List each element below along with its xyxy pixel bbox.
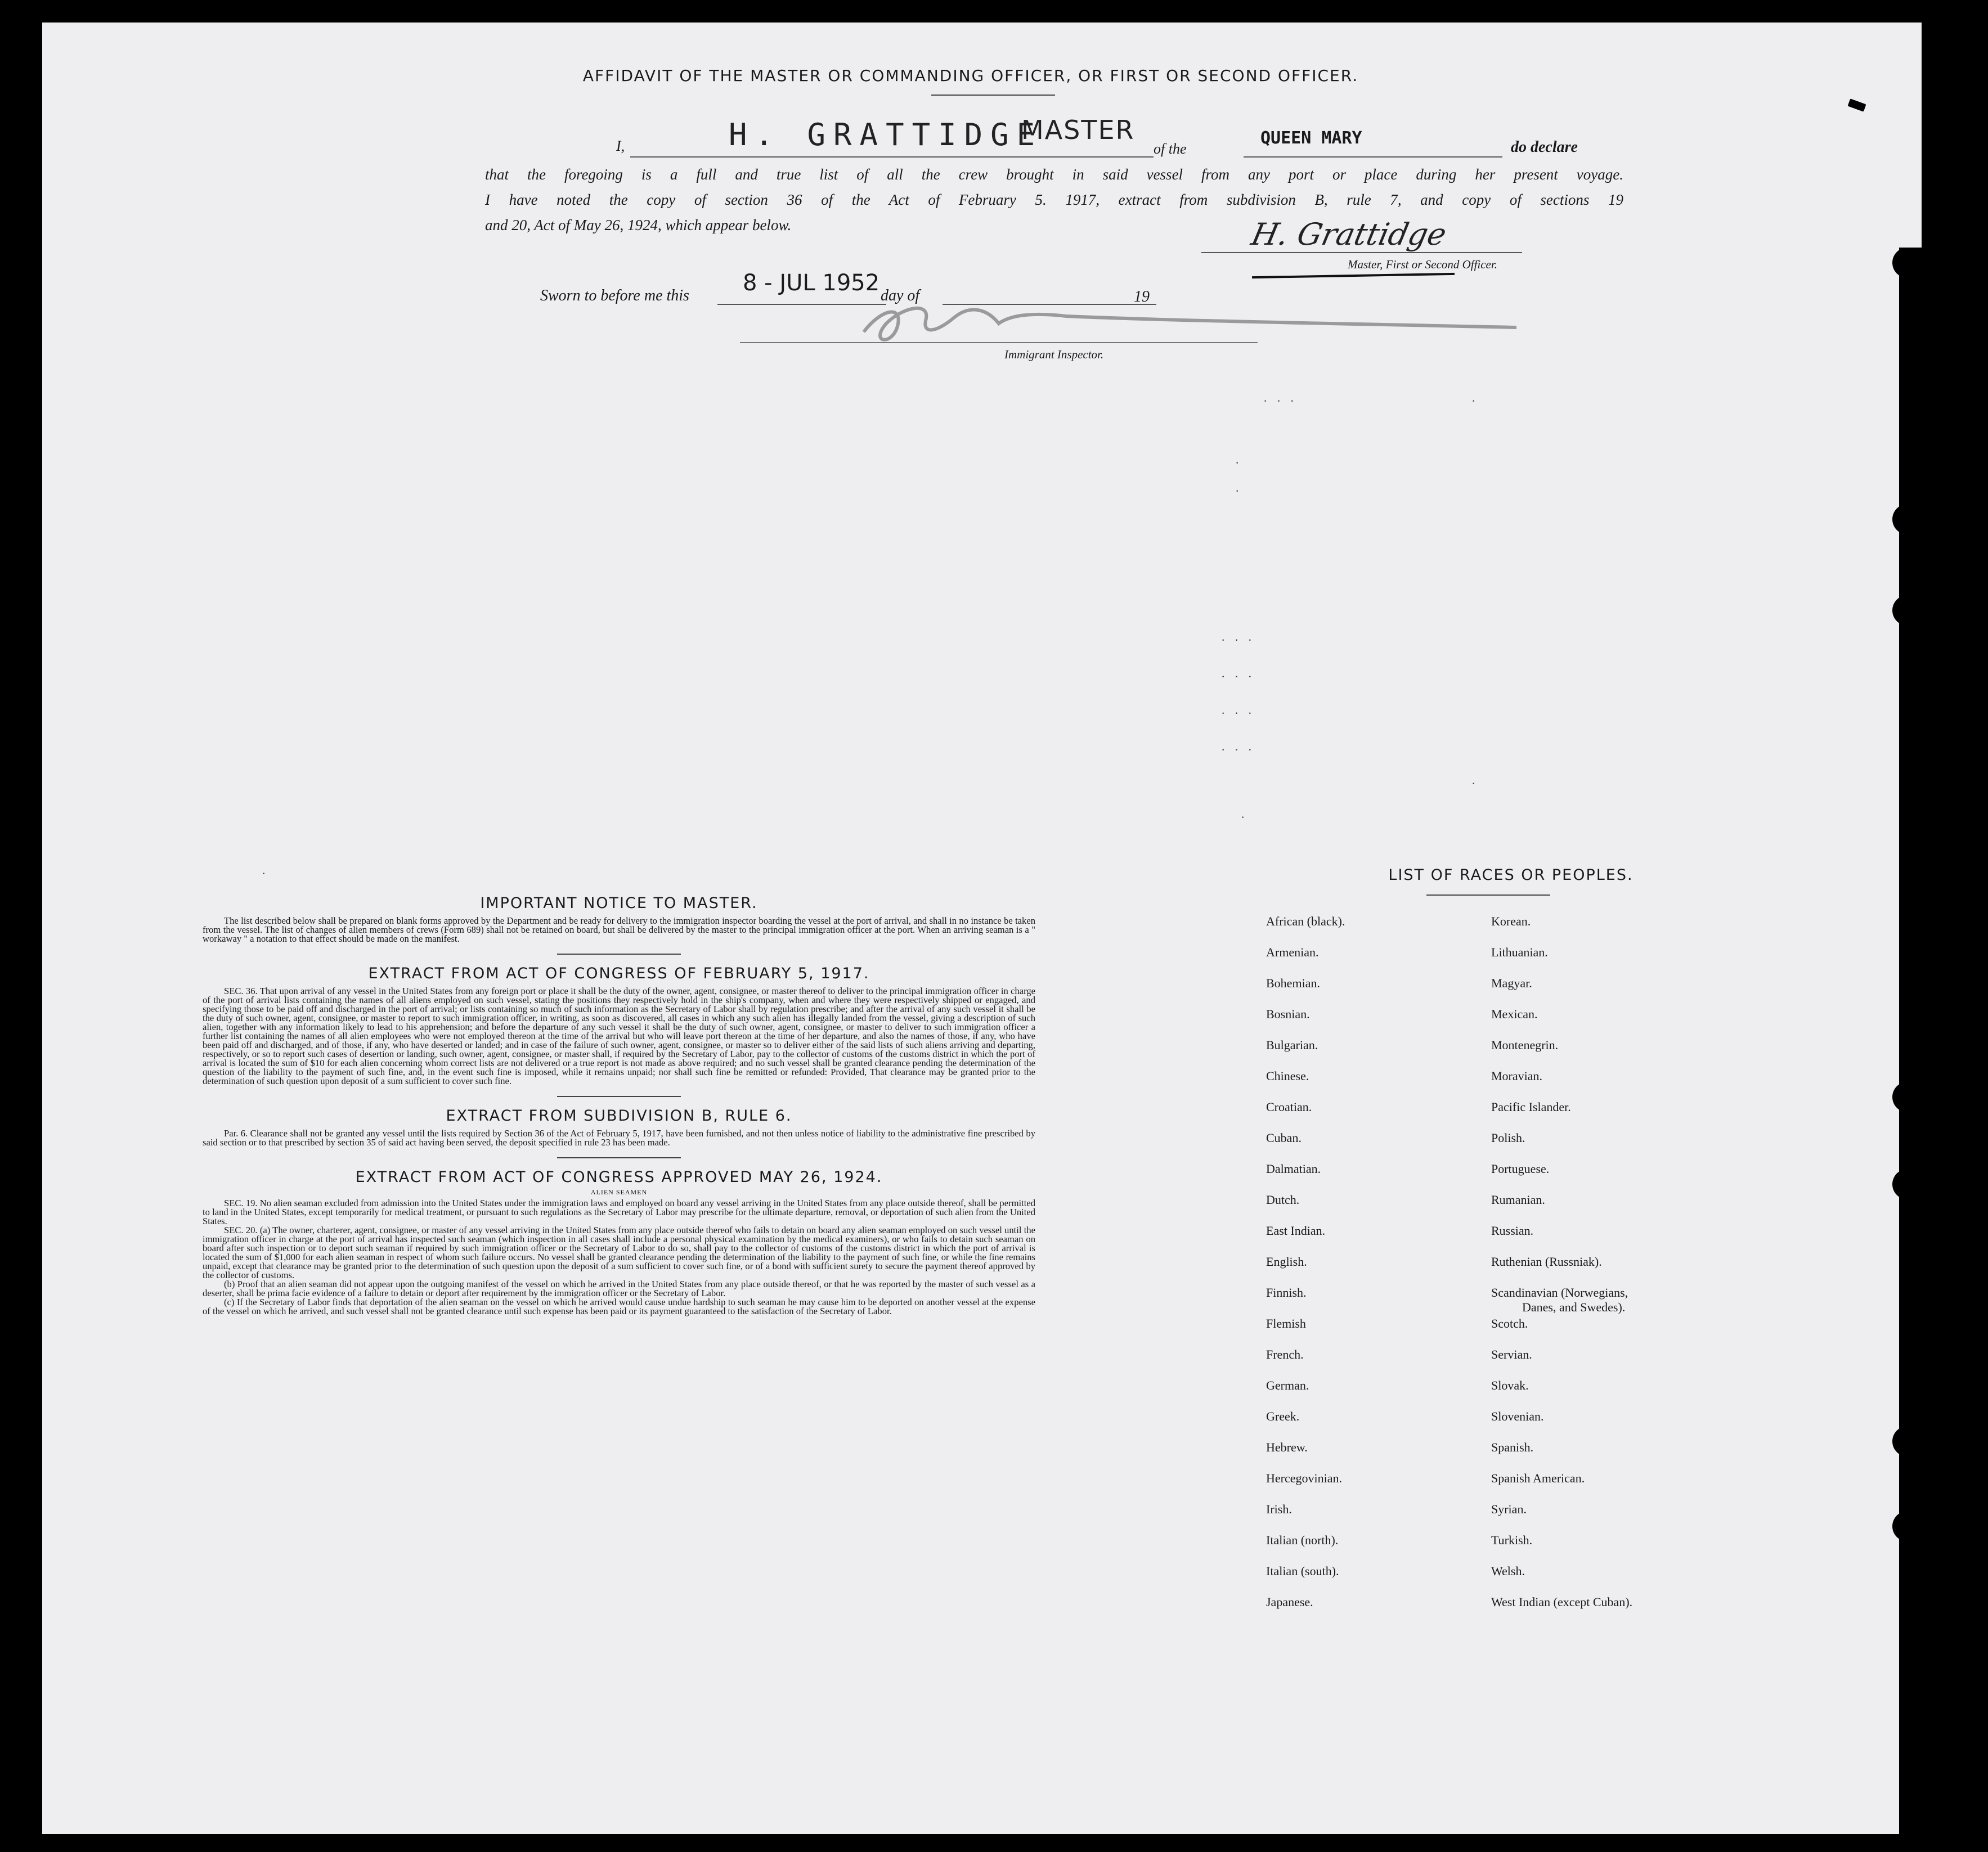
race-item-left: Bulgarian. bbox=[1266, 1038, 1318, 1052]
extract3-title: EXTRACT FROM ACT OF CONGRESS APPROVED MAY 26, 1924. bbox=[355, 1168, 883, 1186]
race-item-left: Italian (north). bbox=[1266, 1533, 1339, 1547]
do-declare-label: do declare bbox=[1511, 138, 1578, 156]
binder-hole-3 bbox=[1892, 595, 1923, 626]
master-name-line bbox=[630, 156, 1154, 158]
race-item-right: Magyar. bbox=[1491, 976, 1532, 990]
extract1-title: EXTRACT FROM ACT OF CONGRESS OF FEBRUARY 5, 1917. bbox=[368, 965, 870, 982]
race-item-left: Cuban. bbox=[1266, 1131, 1302, 1145]
race-item-right: Mexican. bbox=[1491, 1007, 1538, 1021]
binder-hole-1 bbox=[1892, 248, 1923, 278]
race-item-right: Slovenian. bbox=[1491, 1409, 1544, 1423]
race-item-right: Ruthenian (Russniak). bbox=[1491, 1255, 1602, 1269]
race-item-left: East Indian. bbox=[1266, 1224, 1326, 1238]
race-item-right: Turkish. bbox=[1491, 1533, 1533, 1547]
race-item-left: Bohemian. bbox=[1266, 976, 1320, 990]
notice-text: The list described below shall be prepared on blank forms approved by the Department and be ready for delivery to the immigration inspector boarding the vessel at the port of arrival, and shall in no instance be taken from the vessel. The list of changes of alien members of crews (Form 689) shall not be retained on board, but shall be delivered by the master to the principal immigration officer at the port. When an arriving seaman is a " workaway " a notation to that effect should be made on the manifest. bbox=[203, 915, 1035, 944]
page-edge-tab bbox=[1899, 23, 1922, 248]
extract2-rule bbox=[557, 1157, 681, 1158]
inspector-line bbox=[740, 342, 1258, 343]
document-page: AFFIDAVIT OF THE MASTER OR COMMANDING OFFICER, OR FIRST OR SECOND OFFICER. I, H. GRATTIDGE MASTER of the QUEEN MARY do declare that the foregoing is a full and true list of all the crew brought in said vessel from any port or place during her present voyage. I have noted the copy of section 36 of the Act of February 5. 1917, extract from subdivision B, rule 7, and copy of sections 19 and 20, Act of May 26, 1924, which appear below. H. Grattidge Master, First or Second Officer. Sworn to before me this 8 - JUL 1952 day of 19 Immigrant Inspector. · · · · · · · · · · · · · · · · · · · · · IMPORTANT NOTICE TO MASTER. The list described below shall be prepared on blank forms approved by the Department and be ready for delivery to the immigration inspector boarding the vessel at the port of arrival, and shall in no instance be taken from the vessel. The list of changes of alien members of crews (Form 689) shall not be retained on board, but shall be delivered by the master to the principal immigration officer at the port. When an arriving seaman is a " workaway " a notation to that effect should be made on the manifest. EXTRACT FROM ACT OF CONGRESS OF FEBRUARY 5, 1917. SEC. 36. That upon arrival of any vessel in the United States from any foreign port or place it shall be the duty of the owner, agent, consignee, or master thereof to deliver to the principal immigration officer in charge of the port of arrival lists containing the names of all aliens employed on such vessel, stating the positions they respectively hold in the ship's company, when and where they were respectively shipped or engaged, and specifying those to be paid off and discharged in the port of arrival; or lists containing so much of such information as the Secretary of Labor shall by regulation prescribe; and after the arrival of any such vessel it shall be the duty of such owner, agent, consignee, or master to report to such immigration officer, in writing, as soon as discovered, all cases in which any such alien has illegally landed from the vessel, giving a description of such alien, together with any information likely to lead to his apprehension; and before the departure of any such vessel it shall be the duty of such owner, agent, consignee, or master to deliver to such immigration officer a further list containing the names of all alien employees who were not employed thereon at the time of the arrival but who will leave port thereon at the time of her departure, and also the names of those, if any, who have been paid off and discharged, and of those, if any, who have deserted or landed; and in case of the failure of such owner, agent, consignee, or master so to deliver either of the said lists of such aliens arriving and departing, respectively, or so to report such cases of desertion or landing, such owner, agent, consignee, or master shall, if required by the Secretary of Labor, pay to the collector of customs of the customs district in which the port of arrival is located the sum of $10 for each alien concerning whom correct lists are not delivered or a true report is not made as above required; and no such vessel shall be granted clearance pending the determination of the question of the liability to the payment of such fine, and, in the event such fine is imposed, while it remains unpaid; nor shall such fine be remitted or refunded: Provided, That clearance may be granted prior to the determination of such question upon deposit of a sum sufficient to cover such fine. EXTRACT FROM SUBDIVISION B, RULE 6. Par. 6. Clearance shall not be granted any vessel until the lists required by Section 36 of the Act of February 5, 1917, have been furnished, and not then unless notice of liability to the administrative fine prescribed by said section or to that prescribed by section 35 of said act having been served, the deposit specified in rule 23 has been made. EXTRACT FROM ACT OF CONGRESS APPROVED MAY 26, 1924. ALIEN SEAMEN SEC. 19. No alien seaman excluded from admission into the United States under the immigration laws and employed on board any vessel arriving in the United States from any place outside thereof, shall be permitted to land in the United States, except temporarily for medical treatment, or pursuant to such regulations as the Secretary of Labor may prescribe for the ultimate departure, removal, or deportation of such alien from the United States. SEC. 20. (a) The owner, charterer, agent, consignee, or master of any vessel arriving in the United States from any place outside thereof who fails to detain on board any alien seaman employed on such vessel until the immigration officer in charge at the port of arrival has inspected such seaman (which inspection in all cases shall include a personal physical examination by the medical examiners), or who fails to detain such seaman on board after such inspection or to deport such seaman if required by such immigration officer or the Secretary of Labor to do so, shall pay to the collector of customs of the customs district in which the port of arrival is located the sum of $1,000 for each alien seaman in respect of whom such failure occurs. No vessel shall be granted clearance pending the determination of the liability to the payment of such fine, or while the fine remains unpaid, except that clearance may be granted prior to the determination of such question upon the deposit of a sum sufficient to cover such fine, or of a bond with sufficient surety to secure the payment thereof approved by the collector of customs. (b) Proof that an alien seaman did not appear upon the outgoing manifest of the vessel on which he arrived in the United States from any place outside thereof, or that he was reported by the master of such vessel as a deserter, shall be prima facie evidence of a failure to detain or deport after requirement by the immigration officer or the Secretary of Labor. (c) If the Secretary of Labor finds that deportation of the alien seaman on the vessel on which he arrived would cause undue hardship to such seaman he may cause him to be deported on another vessel at the expense of the vessel on which he arrived, and such vessel shall not be granted clearance until such expense has been paid or its payment guaranteed to the satisfaction of the Secretary of Labor. LIST OF RACES OR PEOPLES. African (black). Armenian. Bohemian. Bosnian. Bulgarian. Chinese. Croatian. Cuban. Dalmatian. Dutch. East Indian. English. Finnish. Flemish French. German. Greek. Hebrew. Hercegovinian. Irish. Italian (north). Italian (south). Japanese. Korean. Lithuanian. Magyar. Mexican. Montenegrin. Moravian. Pacific Islander. Polish. Portuguese. Rumanian. Russian. Ruthenian (Russniak). Scandinavian (Norwegians, Scotch. Servian. Slovak. Slovenian. Spanish. Spanish American. Syrian. Turkish. Welsh. West Indian (except Cuban). Danes, and Swedes). bbox=[42, 23, 1899, 1834]
race-item-right: Moravian. bbox=[1491, 1069, 1543, 1083]
extract1-rule bbox=[557, 1096, 681, 1097]
race-item-right: Slovak. bbox=[1491, 1378, 1529, 1392]
race-item-right: Spanish American. bbox=[1491, 1471, 1585, 1485]
race-item-right: Montenegrin. bbox=[1491, 1038, 1559, 1052]
race-item-left: Chinese. bbox=[1266, 1069, 1309, 1083]
sec19-text: SEC. 19. No alien seaman excluded from admission into the United States under the immigration laws and employed on board any vessel arriving in the United States from any place outside thereof, shall be permitted to land in the United States, except temporarily for medical treatment, or pursuant to such regulations as the Secretary of Labor may prescribe for the ultimate departure, removal, or deportation of such alien from the United States. bbox=[203, 1198, 1035, 1226]
races-rule bbox=[1426, 894, 1550, 896]
signature-caption: Master, First or Second Officer. bbox=[1348, 258, 1497, 271]
binder-hole-2 bbox=[1892, 504, 1923, 534]
race-item-right: Russian. bbox=[1491, 1224, 1534, 1238]
race-item-left: French. bbox=[1266, 1347, 1304, 1361]
sec20c-text: (c) If the Secretary of Labor finds that deportation of the alien seaman on the vessel on which he arrived would cause undue hardship to such seaman he may cause him to be deported on another vessel at the expense of the vessel on which he arrived, and such vessel shall not be granted clearance until such expense has been paid or its payment guaranteed to the satisfaction of the Secretary of Labor. bbox=[203, 1297, 1035, 1316]
race-item-right: Rumanian. bbox=[1491, 1193, 1545, 1207]
race-item-right: Portuguese. bbox=[1491, 1162, 1550, 1176]
race-item-left: Armenian. bbox=[1266, 945, 1319, 959]
declaration-line-1: that the foregoing is a full and true list of all the crew brought in said vessel from any port or place during her present voyage. bbox=[485, 166, 1623, 183]
signature-underline bbox=[1252, 273, 1455, 278]
extract3-subtitle: ALIEN SEAMEN bbox=[590, 1188, 648, 1196]
race-item-right: Scotch. bbox=[1491, 1316, 1528, 1330]
race-item-right: Syrian. bbox=[1491, 1502, 1527, 1516]
race-item-right: Scandinavian (Norwegians, bbox=[1491, 1285, 1628, 1300]
master-title-handwritten: MASTER bbox=[1021, 115, 1135, 145]
notice-rule bbox=[557, 954, 681, 955]
vessel-name: QUEEN MARY bbox=[1260, 128, 1362, 148]
race-item-left: Italian (south). bbox=[1266, 1564, 1339, 1578]
day-of-label: day of bbox=[881, 287, 920, 304]
race-item-left: Hebrew. bbox=[1266, 1440, 1308, 1454]
declarant-prefix: I, bbox=[616, 138, 625, 154]
sec20b-text: (b) Proof that an alien seaman did not appear upon the outgoing manifest of the vessel on which he arrived in the United States from any place outside thereof, or that he was reported by the master of such vessel as a deserter, shall be prima facie evidence of a failure to detain or deport after requirement by the immigration officer or the Secretary of Labor. bbox=[203, 1279, 1035, 1298]
race-item-left: Finnish. bbox=[1266, 1285, 1307, 1300]
race-item-left: Dutch. bbox=[1266, 1193, 1300, 1207]
binder-hole-6 bbox=[1892, 1426, 1923, 1457]
race-item-left: African (black). bbox=[1266, 914, 1345, 928]
notice-title: IMPORTANT NOTICE TO MASTER. bbox=[480, 894, 758, 912]
binder-hole-7 bbox=[1892, 1511, 1923, 1541]
race-item-right: West Indian (except Cuban). bbox=[1491, 1595, 1633, 1609]
vessel-line bbox=[1244, 156, 1502, 158]
race-item-right: Pacific Islander. bbox=[1491, 1100, 1571, 1114]
master-signature: H. Grattidge bbox=[1248, 217, 1450, 252]
affidavit-heading: AFFIDAVIT OF THE MASTER OR COMMANDING OFFICER, OR FIRST OR SECOND OFFICER. bbox=[582, 66, 1359, 85]
of-the-label: of the bbox=[1154, 141, 1187, 157]
master-name-handwritten: H. GRATTIDGE bbox=[729, 117, 1043, 152]
race-item-right: Servian. bbox=[1491, 1347, 1532, 1361]
notice-block bbox=[203, 894, 1035, 1316]
extract1-text: SEC. 36. That upon arrival of any vessel in the United States from any foreign port or place it shall be the duty of the owner, agent, consignee, or master thereof to deliver to the principal immigration officer in charge of the port of arrival lists containing the names of all aliens employed on such vessel, stating the positions they respectively hold in the ship's company, when and where they were respectively shipped or engaged, and specifying those to be paid off and discharged in the port of arrival; or lists containing so much of such information as the Secretary of Labor shall by regulation prescribe; and after the arrival of any such vessel it shall be the duty of such owner, agent, consignee, or master to report to such immigration officer, in writing, as soon as discovered, all cases in which any such alien has illegally landed from the vessel, giving a description of such alien, together with any information likely to lead to his apprehension; and before the departure of any such vessel it shall be the duty of such owner, agent, consignee, or master to deliver to such immigration officer a further list containing the names of all alien employees who were not employed thereon at the time of the arrival but who will leave port thereon at the time of her departure, and also the names of those, if any, who have been paid off and discharged, and of those, if any, who have deserted or landed; and in case of the failure of such owner, agent, consignee, or master so to deliver either of the said lists of such aliens arriving and departing, respectively, or so to report such cases of desertion or landing, such owner, agent, consignee, or master shall, if required by the Secretary of Labor, pay to the collector of customs of the customs district in which the port of arrival is located the sum of $10 for each alien concerning whom correct lists are not delivered or a true report is not made as above required; and no such vessel shall be granted clearance pending the determination of the question of the liability to the payment of such fine, and, in the event such fine is imposed, while it remains unpaid; nor shall such fine be remitted or refunded: Provided, That clearance may be granted prior to the determination of such question upon deposit of a sum sufficient to cover such fine. bbox=[203, 986, 1035, 1086]
race-item-continuation: Danes, and Swedes). bbox=[1522, 1300, 1626, 1314]
race-item-left: Irish. bbox=[1266, 1502, 1292, 1516]
race-item-left: Hercegovinian. bbox=[1266, 1471, 1342, 1485]
sec20a-text: SEC. 20. (a) The owner, charterer, agent, consignee, or master of any vessel arriving in the United States from any place outside thereof who fails to detain on board any alien seaman employed on such vessel until the immigration officer in charge at the port of arrival has inspected such seaman (which inspection in all cases shall include a personal physical examination by the medical examiners), or who fails to detain such seaman on board after such inspection or to deport such seaman if required by such immigration officer or the Secretary of Labor to do so, shall pay to the collector of customs of the customs district in which the port of arrival is located the sum of $1,000 for each alien seaman in respect of whom such failure occurs. No vessel shall be granted clearance pending the determination of the liability to the payment of such fine, or while the fine remains unpaid, except that clearance may be granted prior to the determination of such question upon the deposit of a sum sufficient to cover such fine, or of a bond with sufficient surety to secure the payment thereof approved by the collector of customs. bbox=[203, 1225, 1035, 1280]
signature-line bbox=[1201, 252, 1522, 253]
declaration-line-2: I have noted the copy of section 36 of the Act of February 5. 1917, extract from subdivision B, rule 7, and copy of sections 19 bbox=[485, 191, 1623, 208]
race-item-left: Greek. bbox=[1266, 1409, 1300, 1423]
race-item-left: Croatian. bbox=[1266, 1100, 1312, 1114]
race-item-right: Spanish. bbox=[1491, 1440, 1534, 1454]
extract2-title: EXTRACT FROM SUBDIVISION B, RULE 6. bbox=[446, 1107, 792, 1125]
race-item-right: Lithuanian. bbox=[1491, 945, 1548, 959]
race-item-right: Korean. bbox=[1491, 914, 1531, 928]
inspector-caption: Immigrant Inspector. bbox=[1004, 348, 1104, 361]
race-item-right: Polish. bbox=[1491, 1131, 1525, 1145]
sworn-date-stamp: 8 - JUL 1952 bbox=[743, 270, 880, 296]
race-item-left: Dalmatian. bbox=[1266, 1162, 1321, 1176]
race-item-left: German. bbox=[1266, 1378, 1309, 1392]
race-item-left: Japanese. bbox=[1266, 1595, 1313, 1609]
extract2-text: Par. 6. Clearance shall not be granted any vessel until the lists required by Section 36 of the Act of February 5, 1917, have been furnished, and not then unless notice of liability to the administrative fine prescribed by said section or to that prescribed by section 35 of said act having been served, the deposit specified in rule 23 has been made. bbox=[203, 1128, 1035, 1148]
heading-rule bbox=[931, 95, 1055, 96]
race-item-left: Bosnian. bbox=[1266, 1007, 1310, 1021]
binder-hole-5 bbox=[1892, 1169, 1923, 1199]
sworn-label: Sworn to before me this bbox=[540, 287, 689, 304]
race-item-right: Welsh. bbox=[1491, 1564, 1525, 1578]
year-prefix: 19 bbox=[1134, 288, 1150, 305]
declaration-line-3: and 20, Act of May 26, 1924, which appear below. bbox=[485, 217, 792, 233]
races-title: LIST OF RACES OR PEOPLES. bbox=[1388, 866, 1634, 884]
race-item-left: Flemish bbox=[1266, 1316, 1306, 1330]
binder-hole-4 bbox=[1892, 1082, 1923, 1112]
inspector-signature bbox=[830, 293, 1533, 354]
race-item-left: English. bbox=[1266, 1255, 1307, 1269]
